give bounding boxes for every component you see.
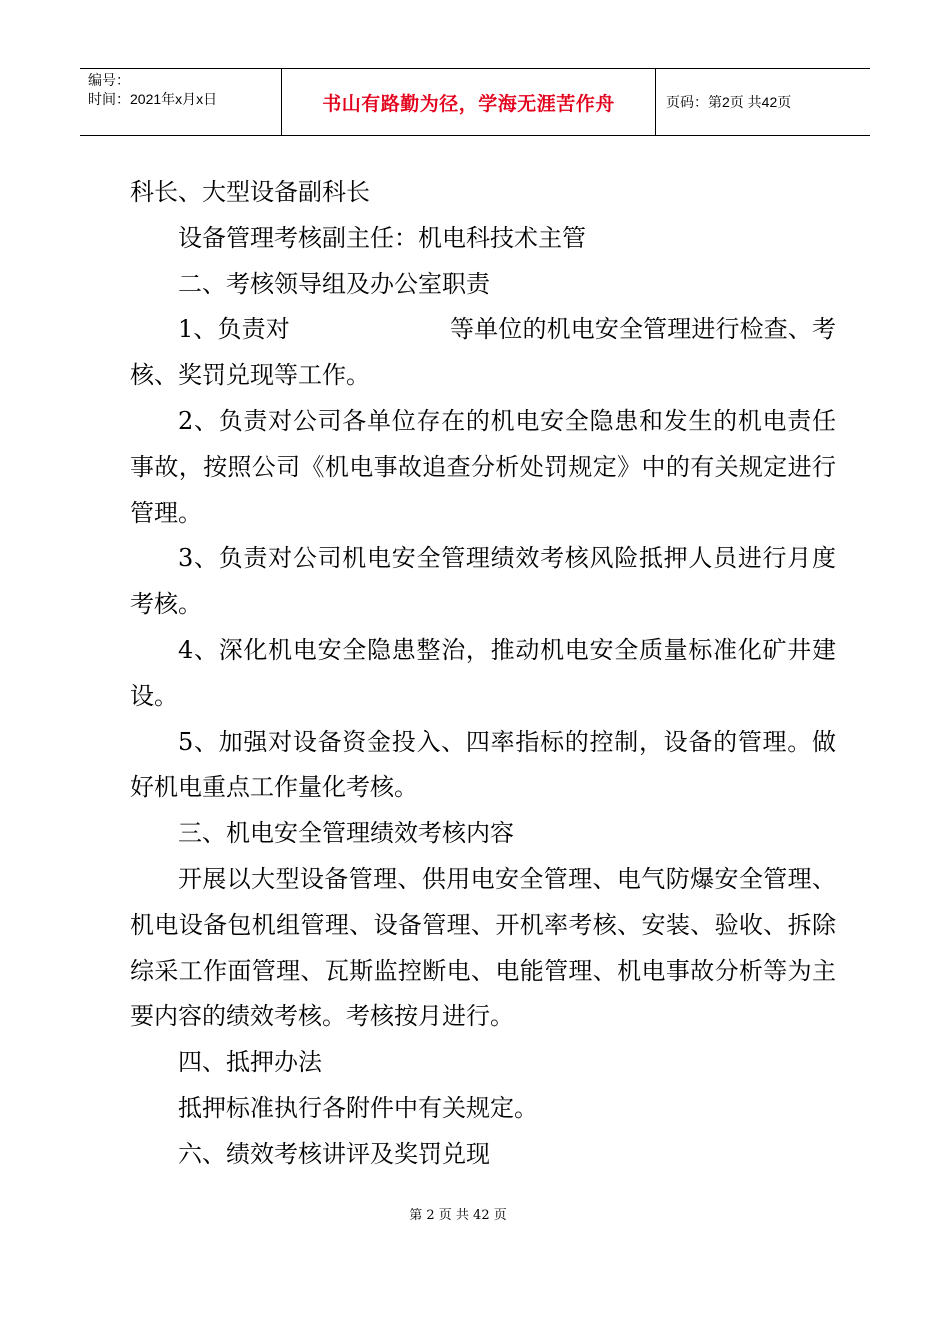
section-heading: 六、绩效考核讲评及奖罚兑现	[178, 1139, 490, 1168]
header-page-info: 页码：第2页 共42页	[666, 94, 792, 110]
paragraph: 2、负责对公司各单位存在的机电安全隐患和发生的机电责任事故，按照公司《机电事故追查分析处罚规定》中的有关规定进行管理。	[130, 406, 836, 527]
section-heading: 三、机电安全管理绩效考核内容	[178, 819, 514, 848]
paragraph: 抵押标准执行各附件中有关规定。	[178, 1093, 538, 1122]
document-time-label: 时间：2021年x月x日	[88, 91, 218, 107]
paragraph: 3、负责对公司机电安全管理绩效考核风险抵押人员进行月度考核。	[130, 544, 836, 619]
page-footer: 第 2 页 共 42 页	[409, 1208, 507, 1223]
section-heading: 四、抵押办法	[178, 1048, 322, 1077]
paragraph: 4、深化机电安全隐患整治，推动机电安全质量标准化矿井建设。	[130, 635, 836, 710]
header-motto: 书山有路勤为径，学海无涯苦作舟	[322, 92, 615, 115]
document-number-label: 编号：	[88, 72, 130, 88]
section-heading: 二、考核领导组及办公室职责	[178, 269, 490, 298]
paragraph: 开展以大型设备管理、供用电安全管理、电气防爆安全管理、机电设备包机组管理、设备管理、开机率考核、安装、验收、拆除综采工作面管理、瓦斯监控断电、电能管理、机电事故分析等为主要内容的绩效考核。考核按月进行。	[130, 864, 836, 1031]
page-header	[80, 68, 870, 136]
header-motto-cell	[282, 69, 656, 135]
paragraph	[130, 307, 836, 399]
paragraph-part: 1、负责对	[178, 315, 290, 344]
paragraph: 5、加强对设备资金投入、四率指标的控制，设备的管理。做好机电重点工作量化考核。	[130, 727, 836, 802]
paragraph-part: 等单位的机电安全管理进行检查、考核、奖罚兑现等工作。	[130, 315, 836, 390]
header-meta	[80, 69, 282, 135]
document-body	[130, 170, 836, 1178]
paragraph: 科长、大型设备副科长	[130, 178, 370, 206]
paragraph: 设备管理考核副主任：机电科技术主管	[178, 223, 586, 252]
